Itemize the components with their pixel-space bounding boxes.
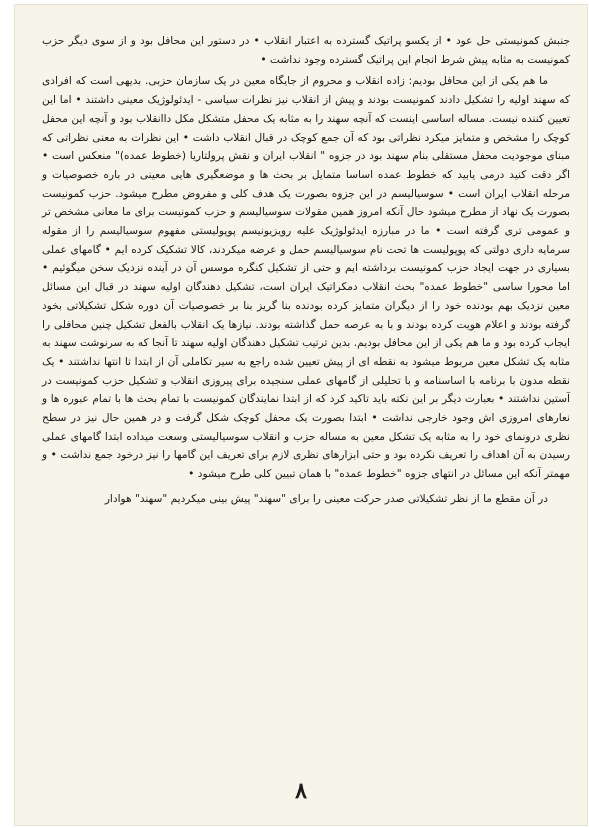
body-text [42, 32, 570, 509]
paragraph-intro: جنبش کمونیستی حل عود • از یکسو پراتیک گسترده به اعتبار انقلاب • در دستور این محافل بود و از سوی دیگر حزب کمونیست به مثابه پیش شرط انجام این پراتیک گسترده وجود نداشت • [42, 35, 570, 66]
scanned-page [14, 4, 588, 826]
paragraph-closing: در آن مقطع ما از نظر تشکیلاتی صدر حرکت معینی را برای "سهند" پیش بینی میکردیم "سهند" هوادار [104, 492, 548, 505]
page-number: ۸ [295, 778, 307, 804]
paragraph-main: ما هم یکی از این محافل بودیم: زاده انقلاب و محروم از جایگاه معین در یک سازمان حزبی. بدیهی است که افرادی که سهند اولیه را تشکیل دادند کمونیست بودند و پیش از انقلاب نیز نظرات سیاسی - ایدئولوژیک معینی داشتند • اما این تعیین کننده نیست. مساله اساسی اینست که آنچه سهند را به مثابه یک محفل متشکل مکل داانقلاب بود و آنچه این محفل کوچک را مشخص و متمایز میکرد نظراتی بود که آن جمع کوچک در قبال انقلاب داشت • این نظرات به معنی نظراتی که مبنای موجودیت محفل مستقلی بنام سهند بود در جزوه " انقلاب ایران و نقش پرولتاریا (خطوط عمده)" منعکس است • اگر دقت کنید درمی یابید که خطوط عمده اساسا متمایل بر بحث ها و موضعگیری هایی معینی در باره خصوصیات و مرحله انقلاب ایران است • سوسیالیسم در این جزوه بصورت یک هدف کلی و مفروض مطرح میشود. حزب کمونیست بصورت یک نهاد از مطرح میشود حال آنکه امروز همین مقولات سوسیالیسم و حزب کمونیست برای ما معانی مشخص تر و عمومی تری گرفته است • ما در مبارزه ایدئولوژیک علیه رویزیونیسم پوپولیستی مفهوم سوسیالیسم را از مقوله سرمایه داری دولتی که پوپولیست ها تحت نام سوسیالیسم حمل و عرضه میکردند، کالا تشکیک کرده ایم • گامهای عملی بسیاری در جهت ایجاد حزب کمونیست برداشته ایم و حتی از تشکیل کنگره موسس آن در آینده نزدیک سخن میگوئیم • اما محورا ساسی "خطوط عمده" بحث انقلاب دمکراتیک ایران است، تشکیل دهندگان اولیه سهند در قبال این مسائل معین نزدیک بهم بودنده خود را از دیگران متمایز کرده بودنده بنا گریز بنا بر خصوصیات آن دوره شکل تشکیلاتی بخود گرفته بودند و اعلام هویت کرده بودند و با به عرصه حمل گذاشته بودند. نیازها یک انقلاب بالفعل تشکیل چنین محافلی را ایجاب کرده بود و ما هم یکی از این محافل بودیم. بدین ترتیب تشکیل دهندگان اولیه سهند تا آنجا که به سرنوشت سهند به مثابه یک تشکل معین مربوط میشود به نقطه ای از پیش تعیین شده راجع به سیر تکاملی آن از ابتدا تا انتها نداشتند • یک نقطه مدون با برنامه با اساسنامه و با تحلیلی از گامهای عملی سنجیده برای پیروزی انقلاب و تشکیل حزب کمونیست در آستین نداشتند • بعبارت دیگر بر این نکته باید تاکید کرد که از ابتدا نمایندگان کمونیست با تمام بحث ها با تمام عبوره ها و نعارهای امروزی اش وجود خارجی نداشت • ابتدا بصورت یک محفل کوچک شکل گرفت و در همین حال نیز در سطح نظری درونمای خود را به مثابه یک تشکل معین به مساله حزب و انقلاب سوسیالیستی وسعت میداده ابتدا گامهای عملی رسیدن به آن اهداف را تعریف نکرده بود و حتی ابزارهای نظری لازم برای تعریف این گامها را نیز درخود جمع نداشت • و مهمتر آنکه این مسائل در انتهای جزوه "خطوط عمده" با همان تبیین کلی طرح میشود • [42, 75, 570, 481]
